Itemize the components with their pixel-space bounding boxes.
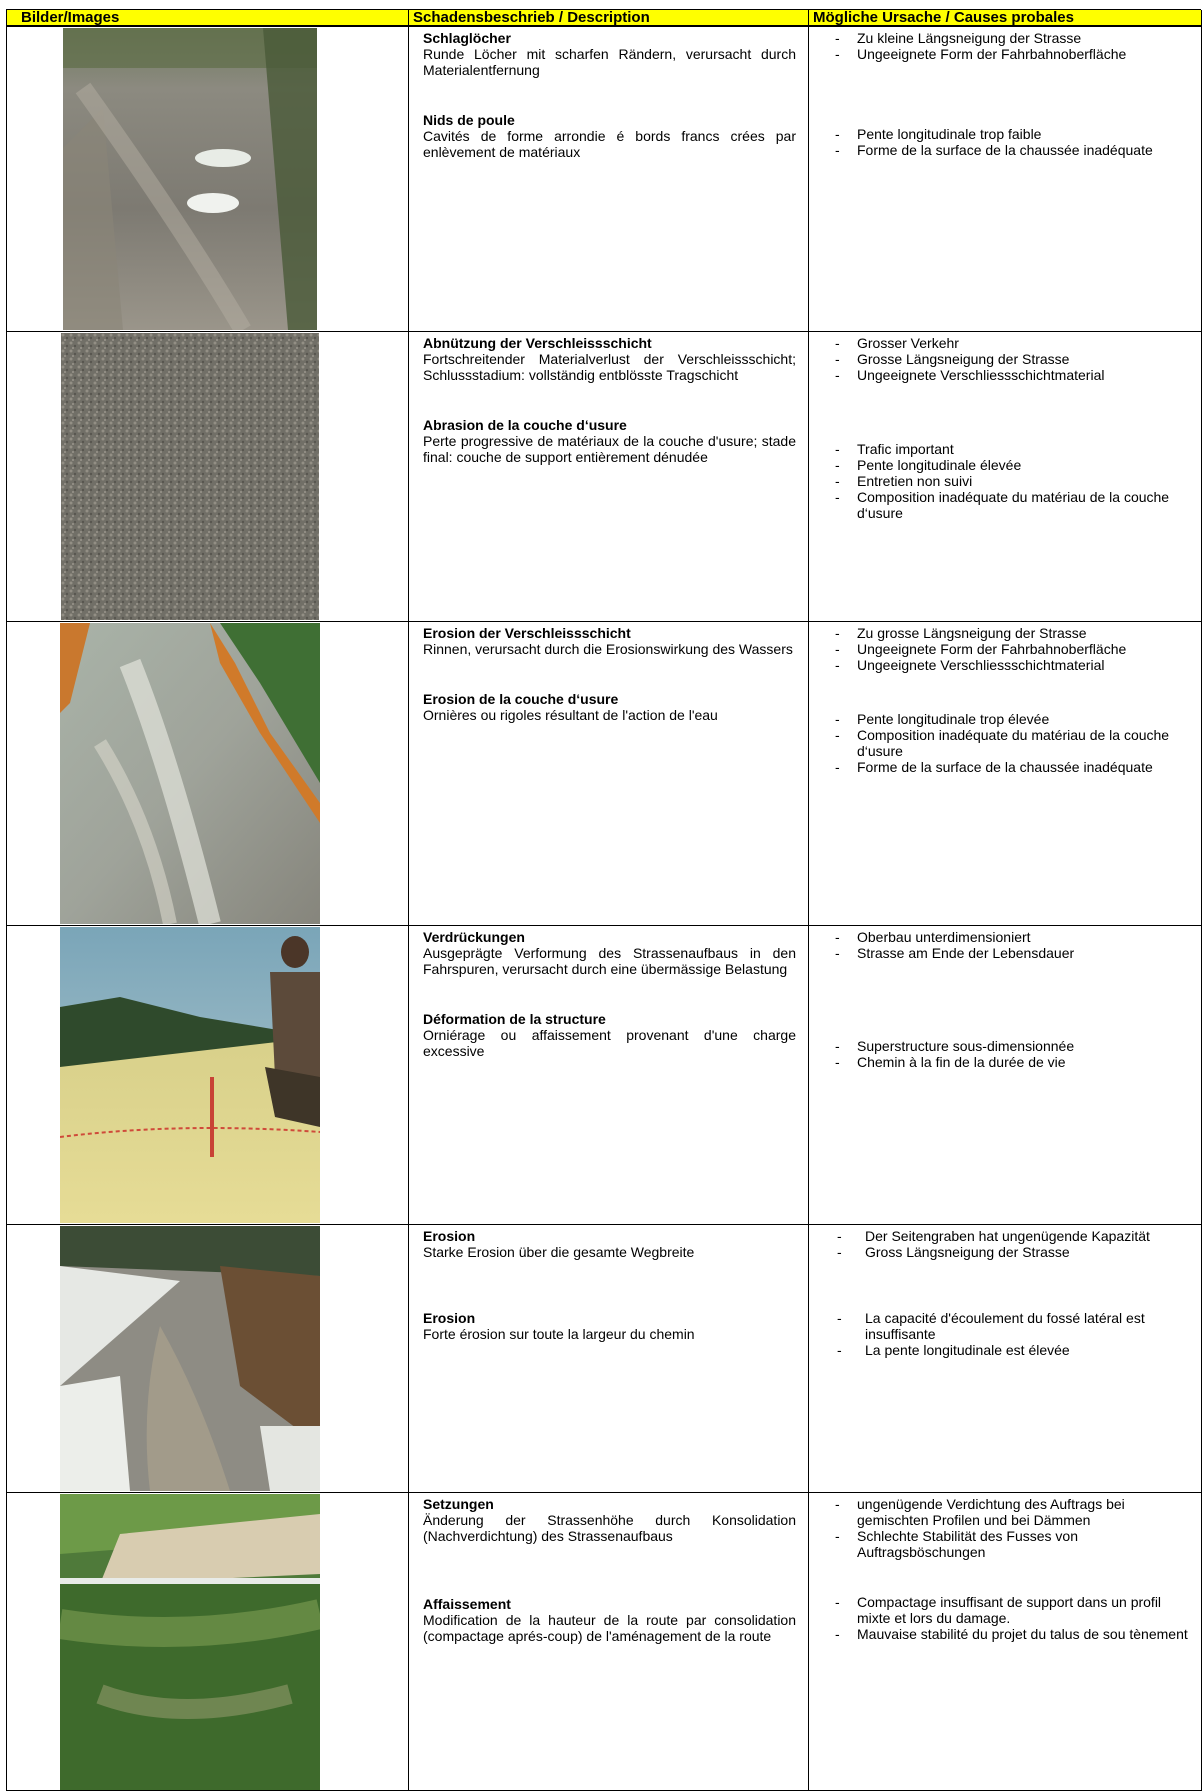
description-potholes [409,27,809,332]
causes-list-de [813,30,1197,62]
text-fr: Ornières ou rigoles résultant de l'action de l'eau [423,707,718,723]
causes-erosion-wearing [809,622,1202,926]
cause-item: - Zu grosse Längsneigung der Strasse [813,625,1197,641]
cause-item: - Zu kleine Längsneigung der Strasse [813,30,1197,46]
text-de: Rinnen, verursacht durch die Erosionswirkung des Wassers [423,641,793,657]
text-de: Ausgeprägte Verformung des Strassenaufbaus in den Fahrspuren, verursacht durch eine übermässige Belastung [423,945,796,977]
photo-erosion-wearing [60,623,320,924]
title-fr: Affaissement [423,1596,511,1612]
title-fr: Abrasion de la couche d‘usure [423,417,627,433]
causes-list-fr [813,126,1197,158]
title-fr: Erosion de la couche d‘usure [423,691,619,707]
causes-list-fr [813,1038,1197,1070]
description-abrasion [409,332,809,622]
damage-table-page [6,9,1201,1791]
cause-item: - Composition inadéquate du matériau de la couche d‘usure [813,727,1197,759]
causes-settlement [809,1493,1202,1791]
causes-list-fr [813,1310,1197,1358]
causes-erosion [809,1225,1202,1493]
image-cell-deformation [7,926,409,1225]
cause-item: - Mauvaise stabilité du projet du talus de sou tènement [813,1626,1197,1642]
title-de: Erosion der Verschleissschicht [423,625,631,641]
causes-list-fr [813,711,1197,775]
photo-erosion [60,1226,320,1491]
cause-item: - La capacité d'écoulement du fossé latéral est insuffisante [813,1310,1197,1342]
cause-item: - Forme de la surface de la chaussée inadéquate [813,759,1197,775]
header-description: Schadensbeschrieb / Description [409,10,809,27]
description-erosion [409,1225,809,1493]
image-cell-potholes [7,27,409,332]
causes-abrasion [809,332,1202,622]
title-de: Setzungen [423,1496,494,1512]
cause-item: - ungenügende Verdichtung des Auftrags bei gemischten Profilen und bei Dämmen [813,1496,1197,1528]
cause-item: - Ungeeignete Form der Fahrbahnoberfläche [813,641,1197,657]
causes-potholes [809,27,1202,332]
cause-item: - Grosser Verkehr [813,335,1197,351]
text-fr: Modification de la hauteur de la route par consolidation (compactage aprés-coup) de l'aménagement de la route [423,1612,796,1644]
cause-item: - Oberbau unterdimensioniert [813,929,1197,945]
cause-item: - Pente longitudinale trop élevée [813,711,1197,727]
cause-item: - Schlechte Stabilität des Fusses von Auftragsböschungen [813,1528,1197,1560]
cause-item: - Gross Längsneigung der Strasse [813,1244,1197,1260]
causes-list-de [813,1496,1197,1560]
title-de: Abnützung der Verschleissschicht [423,335,652,351]
title-fr: Déformation de la structure [423,1011,606,1027]
header-causes: Mögliche Ursache / Causes probales [809,10,1202,27]
title-fr: Nids de poule [423,112,515,128]
cause-item: - Grosse Längsneigung der Strasse [813,351,1197,367]
cause-item: - Composition inadéquate du matériau de la couche d‘usure [813,489,1197,521]
description-deformation [409,926,809,1225]
text-de: Runde Löcher mit scharfen Rändern, verursacht durch Materialentfernung [423,46,796,78]
cause-item: - La pente longitudinale est élevée [813,1342,1197,1358]
text-fr: Cavités de forme arrondie é bords francs crées par enlèvement de matériaux [423,128,796,160]
cause-item: - Forme de la surface de la chaussée inadéquate [813,142,1197,158]
image-cell-erosion-wearing [7,622,409,926]
cause-item: - Der Seitengraben hat ungenügende Kapazität [813,1228,1197,1244]
cause-item: - Pente longitudinale trop faible [813,126,1197,142]
cause-item: - Pente longitudinale élevée [813,457,1197,473]
cause-item: - Ungeeignete Form der Fahrbahnoberfläche [813,46,1197,62]
photo-settlement [60,1494,320,1790]
title-de: Verdrückungen [423,929,525,945]
causes-list-de [813,1228,1197,1260]
title-de: Schlaglöcher [423,30,511,46]
text-de: Starke Erosion über die gesamte Wegbreite [423,1244,695,1260]
cause-item: - Chemin à la fin de la durée de vie [813,1054,1197,1070]
image-cell-erosion [7,1225,409,1493]
causes-list-fr [813,441,1197,521]
cause-item: - Ungeeignete Verschliessschichtmaterial [813,657,1197,673]
header-images: Bilder/Images [7,10,409,27]
description-settlement [409,1493,809,1791]
text-de: Änderung der Strassenhöhe durch Konsolidation (Nachverdichtung) des Strassenaufbaus [423,1512,796,1544]
description-erosion-wearing [409,622,809,926]
causes-list-de [813,335,1197,383]
cause-item: - Entretien non suivi [813,473,1197,489]
cause-item: - Compactage insuffisant de support dans un profil mixte et lors du damage. [813,1594,1197,1626]
image-cell-settlement [7,1493,409,1791]
causes-list-fr [813,1594,1197,1642]
text-fr: Perte progressive de matériaux de la couche d'usure; stade final: couche de support entièrement dénudée [423,433,796,465]
image-cell-abrasion [7,332,409,622]
text-fr: Orniérage ou affaissement provenant d'une charge excessive [423,1027,796,1059]
cause-item: - Strasse am Ende der Lebensdauer [813,945,1197,961]
title-fr: Erosion [423,1310,476,1326]
causes-deformation [809,926,1202,1225]
photo-deformation [60,927,320,1223]
text-de: Fortschreitender Materialverlust der Verschleissschicht; Schlussstadium: vollständig entblösste Tragschicht [423,351,796,383]
cause-item: - Ungeeignete Verschliessschichtmaterial [813,367,1197,383]
text-fr: Forte érosion sur toute la largeur du chemin [423,1326,695,1342]
cause-item: - Superstructure sous-dimensionnée [813,1038,1197,1054]
damage-table [6,9,1201,1791]
cause-item: - Trafic important [813,441,1197,457]
photo-abrasion [61,333,319,620]
causes-list-de [813,929,1197,961]
causes-list-de [813,625,1197,673]
photo-potholes [63,28,317,330]
title-de: Erosion [423,1228,476,1244]
